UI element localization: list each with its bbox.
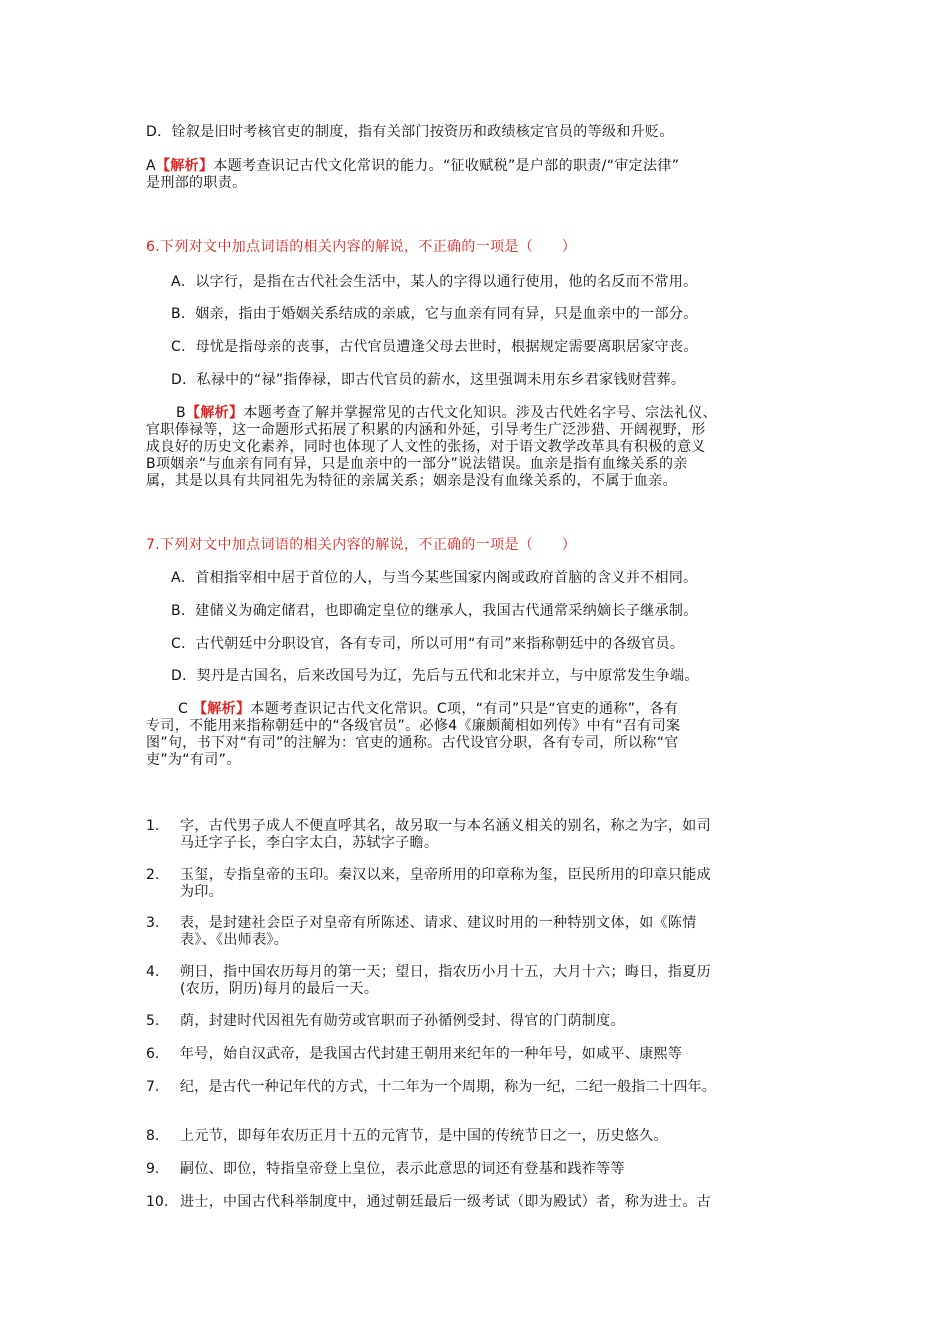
- answer-analysis-q5: [146, 157, 679, 175]
- list-text: 朔日，指中国农历每月的第一天；望日，指农历小月十五，大月十六；晦日，指夏历: [180, 964, 711, 980]
- jiexi-label: 【解析】: [192, 701, 251, 717]
- answer-letter: B: [176, 405, 186, 421]
- answer-letter: C: [178, 701, 189, 717]
- list-text: 表》、《出师表》。: [180, 932, 289, 948]
- analysis-text: 本题考查识记古代文化常识的能力。“征收赋税”是户部的职责/“审定法律”: [213, 158, 680, 174]
- question-7: 7.下列对文中加点词语的相关内容的解说，不正确的一项是（ ）: [146, 537, 577, 553]
- list-number: 8.: [146, 1128, 160, 1144]
- q7-option-c: C．古代朝廷中分职设官，各有专司，所以可用“有司”来指称朝廷中的各级官员。: [171, 636, 685, 652]
- answer-letter: A: [146, 158, 156, 174]
- jiexi-label: 【解析】: [185, 405, 244, 421]
- list-number: 7.: [146, 1079, 160, 1095]
- list-text: 进士，中国古代科举制度中，通过朝廷最后一级考试（即为殿试）者，称为进士。古: [180, 1194, 711, 1210]
- jiexi-label: 【解析】: [155, 158, 214, 174]
- analysis-text: 图”句，书下对“有司”的注解为：官吏的通称。古代设官分职，各有专司，所以称“官: [146, 735, 679, 751]
- analysis-text: 成良好的历史文化素养，同时也体现了人文性的张扬，对于语文教学改革具有积极的意义: [146, 439, 706, 455]
- list-text: 玉玺，专指皇帝的玉印。秦汉以来，皇帝所用的印章称为玺，臣民所用的印章只能成: [180, 867, 711, 883]
- analysis-text: 属，其是以具有共同祖先为特征的亲属关系；姻亲是没有血缘关系的，不属于血亲。: [146, 473, 677, 489]
- q6-option-b: B．姻亲，指由于婚姻关系结成的亲戚，它与血亲有同有异，只是血亲中的一部分。: [171, 306, 698, 322]
- analysis-text: 官职俸禄等，这一命题形式拓展了积累的内涵和外延，引导考生广泛涉猎、开阔视野，形: [146, 422, 706, 438]
- list-text: 为印。: [180, 884, 224, 900]
- list-text: 纪，是古代一种记年代的方式，十二年为一个周期，称为一纪，二纪一般指二十四年。: [180, 1079, 716, 1095]
- list-number: 2.: [146, 867, 160, 883]
- list-text: 荫，封建时代因祖先有勋劳或官职而子孙循例受封、得官的门荫制度。: [180, 1013, 625, 1029]
- analysis-text: 本题考查识记古代文化常识。C项，“有司”只是“官吏的通称”，各有: [250, 701, 679, 717]
- analysis-text: 本题考查了解并掌握常见的古代文化知识。涉及古代姓名字号、宗法礼仪、: [243, 405, 717, 421]
- list-text: 上元节，即每年农历正月十五的元宵节，是中国的传统节日之一，历史悠久。: [180, 1128, 668, 1144]
- list-number: 10.: [146, 1194, 169, 1210]
- list-text: 表，是封建社会臣子对皇帝有所陈述、请求、建议时用的一种特别文体，如《陈情: [180, 915, 697, 931]
- answer-analysis-q6: [176, 404, 717, 422]
- question-6: 6.下列对文中加点词语的相关内容的解说，不正确的一项是（ ）: [146, 239, 577, 255]
- q6-option-a: A．以字行，是指在古代社会生活中，某人的字得以通行使用，他的名反而不常用。: [171, 274, 698, 290]
- analysis-text: 吏”为“有司”。: [146, 752, 241, 768]
- list-text: 字，古代男子成人不便直呼其名，故另取一与本名涵义相关的别名，称之为字，如司: [180, 818, 711, 834]
- list-number: 3.: [146, 915, 160, 931]
- list-text: 年号，始自汉武帝，是我国古代封建王朝用来纪年的一种年号，如咸平、康熙等: [180, 1046, 683, 1062]
- list-text: 马迁字子长，李白字太白，苏轼字子瞻。: [180, 835, 439, 851]
- list-number: 6.: [146, 1046, 160, 1062]
- answer-analysis-q7: [178, 700, 678, 718]
- list-text: 嗣位、即位，特指皇帝登上皇位，表示此意思的词还有登基和践祚等等: [180, 1161, 625, 1177]
- q7-option-d: D．契丹是古国名，后来改国号为辽，先后与五代和北宋并立，与中原常发生争端。: [171, 668, 699, 684]
- q7-option-a: A．首相指宰相中居于首位的人，与当今某些国家内阁或政府首脑的含义并不相同。: [171, 570, 698, 586]
- list-number: 4.: [146, 964, 160, 980]
- q7-option-b: B．建储义为确定储君，也即确定皇位的继承人，我国古代通常采纳嫡长子继承制。: [171, 603, 698, 619]
- option-d-q5: D．铨叙是旧时考核官吏的制度，指有关部门按资历和政绩核定官员的等级和升贬。: [146, 124, 674, 140]
- analysis-text: 专司，不能用来指称朝廷中的“各级官员”。必修4《廉颇蔺相如列传》中有“召有司案: [146, 718, 681, 734]
- analysis-text: B项姻亲“与血亲有同有异，只是血亲中的一部分”说法错误。血亲是指有血缘关系的亲: [146, 456, 688, 472]
- list-text: (农历，阴历)每月的最后一天。: [180, 981, 379, 997]
- list-number: 5.: [146, 1013, 160, 1029]
- analysis-text: 是刑部的职责。: [146, 175, 247, 191]
- q6-option-d: D．私禄中的“禄”指俸禄，即古代官员的薪水，这里强调未用东乡君家钱财营葬。: [171, 372, 686, 388]
- list-number: 1.: [146, 818, 160, 834]
- q6-option-c: C．母忧是指母亲的丧事，古代官员遭逢父母去世时，根据规定需要离职居家守丧。: [171, 339, 698, 355]
- list-number: 9.: [146, 1161, 160, 1177]
